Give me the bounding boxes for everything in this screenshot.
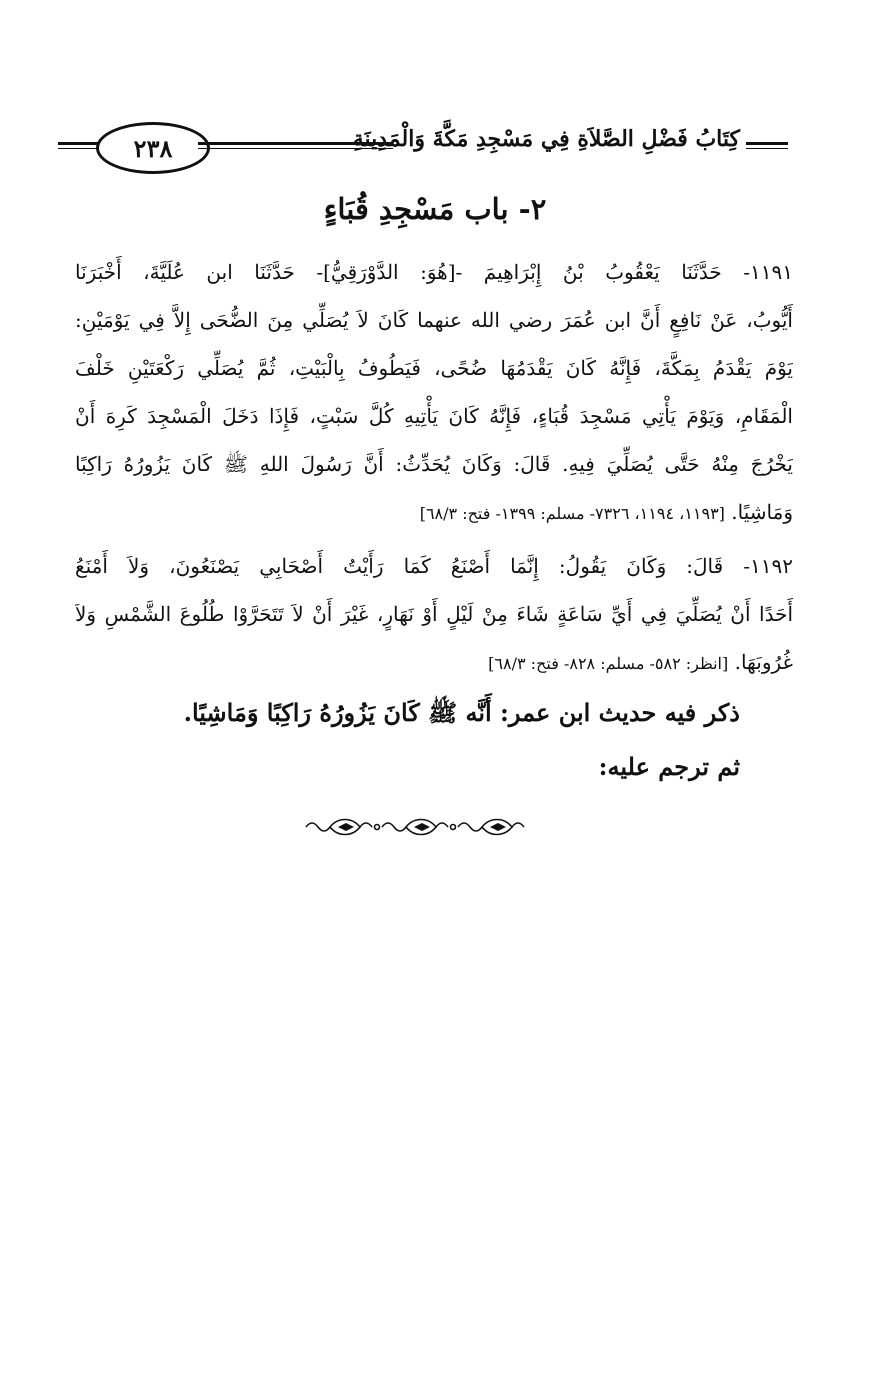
hadith-1191-line-1: ١١٩١- حَدَّثَنَا يَعْقُوبُ بْنُ إِبْرَاهِيمَ -[هُوَ: الدَّوْرَقِيُّ]- حَدَّثَنَا ابن عُلَيَّةَ، أَخْبَرَنَا <box>75 260 793 284</box>
hadith-1191-references: [١١٩٣، ١١٩٤، ٧٣٢٦- مسلم: ١٣٩٩- فتح: ٦٨/٣] <box>419 504 725 523</box>
hadith-1191-ending: وَمَاشِيًا. <box>731 500 793 524</box>
page-header <box>58 116 788 176</box>
commentary-line-1: ذكر فيه حديث ابن عمر: أَنَّه ﷺ كَانَ يَزُورُهُ رَاكِبًا وَمَاشِيًا. <box>183 698 740 727</box>
commentary <box>120 686 740 794</box>
hadith-1192-line-3 <box>75 638 793 686</box>
hadith-1192-references: [انظر: ٥٨٢- مسلم: ٨٢٨- فتح: ٦٨/٣] <box>488 654 729 673</box>
hadith-1191-line-2: أَيُّوبُ، عَنْ نَافِعٍ أَنَّ ابن عُمَرَ رضي الله عنهما كَانَ لاَ يُصَلِّي مِنَ الضُّحَى إِلاَّ فِي يَوْمَيْنِ: <box>75 308 793 332</box>
hadith-1191-line-5: يَخْرُجَ مِنْهُ حَتَّى يُصَلِّيَ فِيهِ. قَالَ: وَكَانَ يُحَدِّثُ: أَنَّ رَسُولَ اللهِ ﷺ كَانَ يَزُورُهُ رَاكِبًا <box>75 452 793 476</box>
hadith-1191-line-3: يَوْمَ يَقْدَمُ بِمَكَّةَ، فَإِنَّهُ كَانَ يَقْدَمُهَا ضُحًى، فَيَطُوفُ بِالْبَيْتِ، ثُمَّ يُصَلِّي رَكْعَتَيْنِ خَلْفَ <box>75 356 793 380</box>
header-rule-left <box>58 142 98 149</box>
section-ornament-icon <box>300 812 530 842</box>
hadith-1191-line-4: الْمَقَامِ، وَيَوْمَ يَأْتِي مَسْجِدَ قُبَاءٍ، فَإِنَّهُ كَانَ يَأْتِيهِ كُلَّ سَبْتٍ، فَإِذَا دَخَلَ الْمَسْجِدَ كَرِهَ أَنْ <box>75 404 793 428</box>
hadith-1192-line-1: ١١٩٢- قَالَ: وَكَانَ يَقُولُ: إِنَّمَا أَصْنَعُ كَمَا رَأَيْتُ أَصْحَابِي يَصْنَعُونَ، وَلاَ أَمْنَعُ <box>75 554 793 578</box>
chapter-title: ٢- باب مَسْجِدِ قُبَاءٍ <box>323 192 547 226</box>
hadith-1191-line-6 <box>75 488 793 536</box>
hadith-1192-ending: غُرُوبَهَا. <box>734 650 793 674</box>
hadith-text <box>75 248 793 686</box>
running-title: كِتَابُ فَضْلِ الصَّلاَةِ فِي مَسْجِدِ مَكَّةَ وَالْمَدِينَةِ <box>352 126 740 152</box>
page-number: ٢٣٨ <box>96 122 210 174</box>
header-rule-right <box>746 142 788 149</box>
hadith-1192-line-2: أَحَدًا أَنْ يُصَلِّيَ فِي أَيِّ سَاعَةٍ شَاءَ مِنْ لَيْلٍ أَوْ نَهَارٍ، غَيْرَ أَنْ لاَ تَتَحَرَّوْا طُلُوعَ الشَّمْسِ وَلاَ <box>75 602 793 626</box>
commentary-line-2: ثم ترجم عليه: <box>598 752 740 781</box>
